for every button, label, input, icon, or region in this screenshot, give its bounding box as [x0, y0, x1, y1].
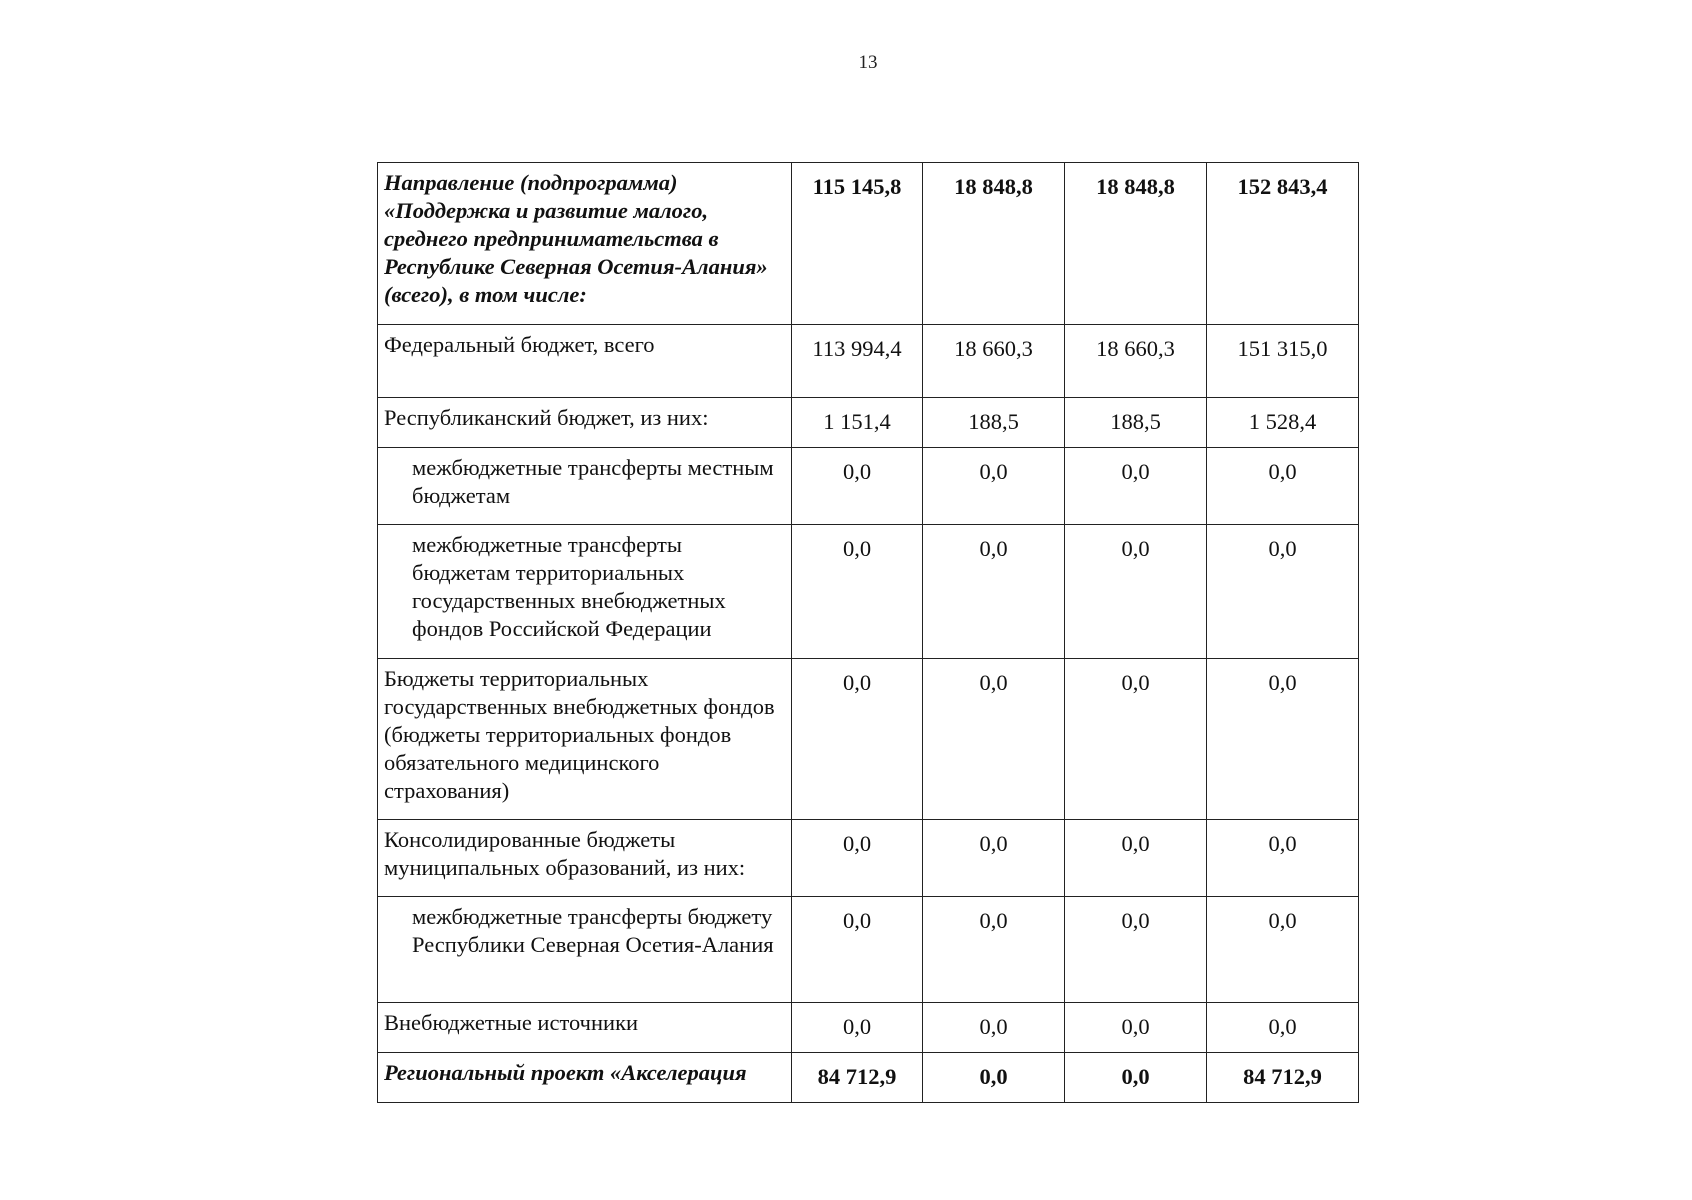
value-cell: 18 848,8 — [923, 163, 1065, 325]
value-cell: 0,0 — [792, 820, 923, 897]
row-label: Федеральный бюджет, всего — [378, 325, 792, 398]
value-cell: 152 843,4 — [1207, 163, 1359, 325]
value-cell: 0,0 — [923, 525, 1065, 659]
value-cell: 1 528,4 — [1207, 398, 1359, 448]
table-row-transfers-local — [378, 448, 1359, 525]
value-cell: 0,0 — [792, 897, 923, 1003]
row-label: Направление (подпрограмма) «Поддержка и развитие малого, среднего предпринимательства в Республике Северная Осетия-Алания» (всего), в том числе: — [378, 163, 792, 325]
value-cell: 188,5 — [923, 398, 1065, 448]
table-row-transfers-funds — [378, 525, 1359, 659]
value-cell: 0,0 — [1207, 525, 1359, 659]
table-row-transfers-republic — [378, 897, 1359, 1003]
row-label: Внебюджетные источники — [378, 1003, 792, 1053]
value-cell: 0,0 — [1065, 1003, 1207, 1053]
value-cell: 0,0 — [1065, 448, 1207, 525]
page-number: 13 — [858, 52, 878, 73]
value-cell: 0,0 — [1207, 448, 1359, 525]
value-cell: 84 712,9 — [792, 1053, 923, 1103]
value-cell: 0,0 — [792, 1003, 923, 1053]
value-cell: 84 712,9 — [1207, 1053, 1359, 1103]
row-label: межбюджетные трансферты местным бюджетам — [378, 448, 792, 525]
value-cell: 0,0 — [1207, 820, 1359, 897]
value-cell: 151 315,0 — [1207, 325, 1359, 398]
table-row-territorial-funds — [378, 659, 1359, 820]
value-cell: 0,0 — [923, 897, 1065, 1003]
value-cell: 18 660,3 — [923, 325, 1065, 398]
value-cell: 0,0 — [1207, 897, 1359, 1003]
value-cell: 115 145,8 — [792, 163, 923, 325]
row-label: межбюджетные трансферты бюджету Республики Северная Осетия-Алания — [378, 897, 792, 1003]
row-label: Бюджеты территориальных государственных внебюджетных фондов (бюджеты территориальных фондов обязательного медицинского страхования) — [378, 659, 792, 820]
row-label: межбюджетные трансферты бюджетам территориальных государственных внебюджетных фондов Российской Федерации — [378, 525, 792, 659]
table-row-republican — [378, 398, 1359, 448]
value-cell: 188,5 — [1065, 398, 1207, 448]
value-cell: 18 848,8 — [1065, 163, 1207, 325]
value-cell: 0,0 — [1065, 659, 1207, 820]
value-cell: 0,0 — [1065, 1053, 1207, 1103]
table-row-federal — [378, 325, 1359, 398]
value-cell: 0,0 — [1065, 525, 1207, 659]
table-row-subprogram-total — [378, 163, 1359, 325]
value-cell: 0,0 — [792, 525, 923, 659]
table-row-regional-project — [378, 1053, 1359, 1103]
value-cell: 0,0 — [923, 1053, 1065, 1103]
value-cell: 0,0 — [923, 1003, 1065, 1053]
value-cell: 0,0 — [1207, 659, 1359, 820]
budget-table — [377, 162, 1359, 1103]
table-row-extrabudgetary — [378, 1003, 1359, 1053]
value-cell: 0,0 — [1065, 820, 1207, 897]
row-label: Республиканский бюджет, из них: — [378, 398, 792, 448]
value-cell: 113 994,4 — [792, 325, 923, 398]
value-cell: 0,0 — [923, 820, 1065, 897]
value-cell: 0,0 — [923, 448, 1065, 525]
row-label: Консолидированные бюджеты муниципальных образований, из них: — [378, 820, 792, 897]
value-cell: 18 660,3 — [1065, 325, 1207, 398]
row-label: Региональный проект «Акселерация — [378, 1053, 792, 1103]
table-row-municipal — [378, 820, 1359, 897]
value-cell: 1 151,4 — [792, 398, 923, 448]
value-cell: 0,0 — [923, 659, 1065, 820]
value-cell: 0,0 — [1065, 897, 1207, 1003]
value-cell: 0,0 — [1207, 1003, 1359, 1053]
value-cell: 0,0 — [792, 659, 923, 820]
value-cell: 0,0 — [792, 448, 923, 525]
